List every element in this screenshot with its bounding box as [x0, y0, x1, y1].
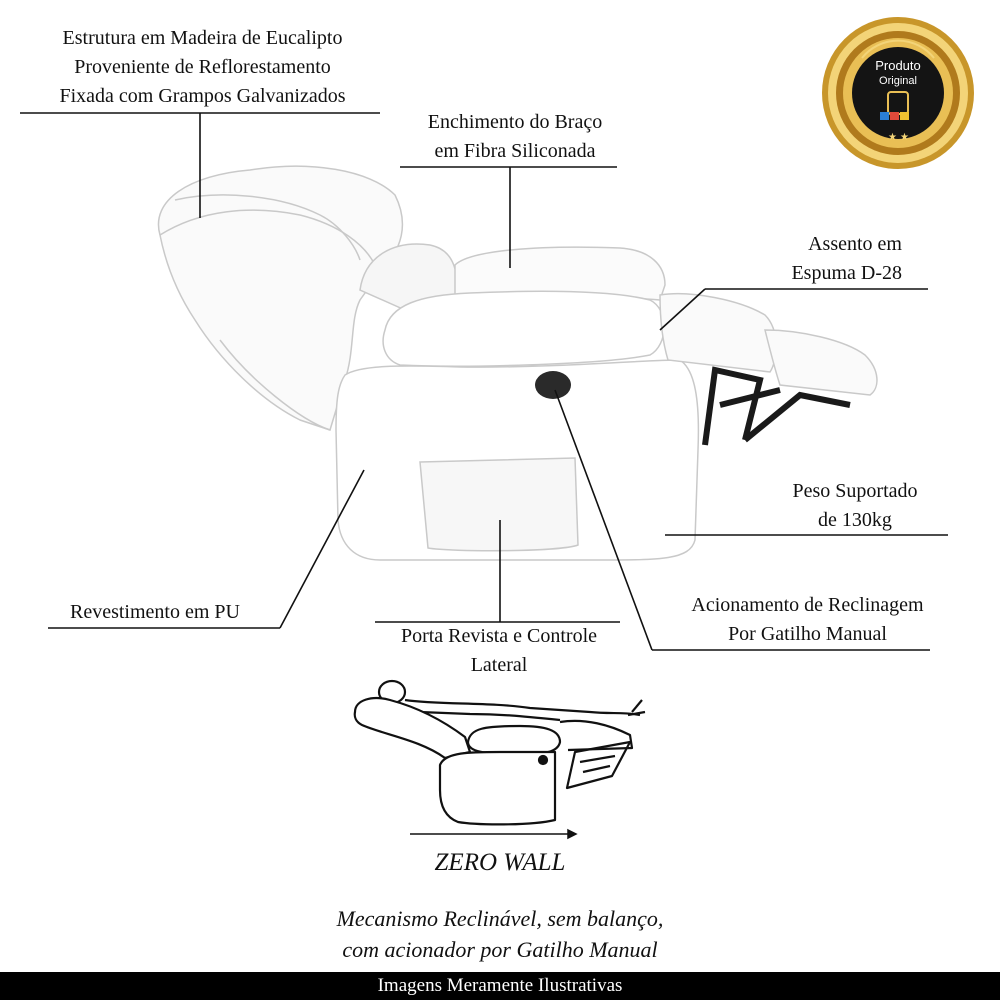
mechanism-line-2: com acionador por Gatilho Manual — [342, 937, 658, 962]
callout-assento-line-1: Assento em — [808, 233, 902, 255]
callout-porta-revista-line-2: Lateral — [470, 654, 528, 676]
seal-line-2: Original — [879, 75, 917, 87]
callout-revestimento — [70, 598, 240, 627]
callout-peso-line-2: de 130kg — [818, 509, 892, 531]
callout-revestimento-line-1: Revestimento em PU — [70, 601, 240, 623]
svg-text:★: ★ — [900, 132, 909, 143]
mechanism-description — [250, 903, 750, 965]
callout-peso — [770, 477, 940, 535]
callout-acionamento-line-1: Acionamento de Reclinagem — [691, 594, 924, 616]
callout-acionamento-line-2: Por Gatilho Manual — [728, 623, 887, 645]
original-product-seal — [822, 17, 974, 169]
callout-porta-revista — [370, 622, 628, 680]
trigger-handle-image — [535, 371, 571, 399]
callout-enchimento-line-2: em Fibra Siliconada — [434, 140, 596, 162]
callout-enchimento-line-1: Enchimento do Braço — [427, 111, 603, 133]
callout-enchimento — [400, 108, 630, 166]
callout-estrutura — [20, 24, 385, 111]
callout-assento-line-2: Espuma D-28 — [791, 262, 902, 284]
callout-porta-revista-line-1: Porta Revista e Controle — [400, 625, 598, 647]
callout-estrutura-line-3: Fixada com Grampos Galvanizados — [59, 85, 346, 107]
callout-estrutura-line-2: Proveniente de Reflorestamento — [74, 56, 331, 78]
callout-acionamento — [655, 591, 960, 649]
callout-estrutura-line-1: Estrutura em Madeira de Eucalipto — [62, 27, 343, 49]
callout-peso-line-1: Peso Suportado — [792, 480, 918, 502]
callout-assento — [740, 230, 902, 288]
zero-wall-diagram — [355, 681, 645, 824]
svg-text:★: ★ — [888, 132, 897, 143]
seal-line-1: Produto — [875, 58, 921, 73]
zero-wall-title: ZERO WALL — [434, 849, 566, 876]
footer-disclaimer: Imagens Meramente Ilustrativas — [0, 972, 1000, 1000]
mechanism-line-1: Mecanismo Reclinável, sem balanço, — [336, 906, 664, 931]
